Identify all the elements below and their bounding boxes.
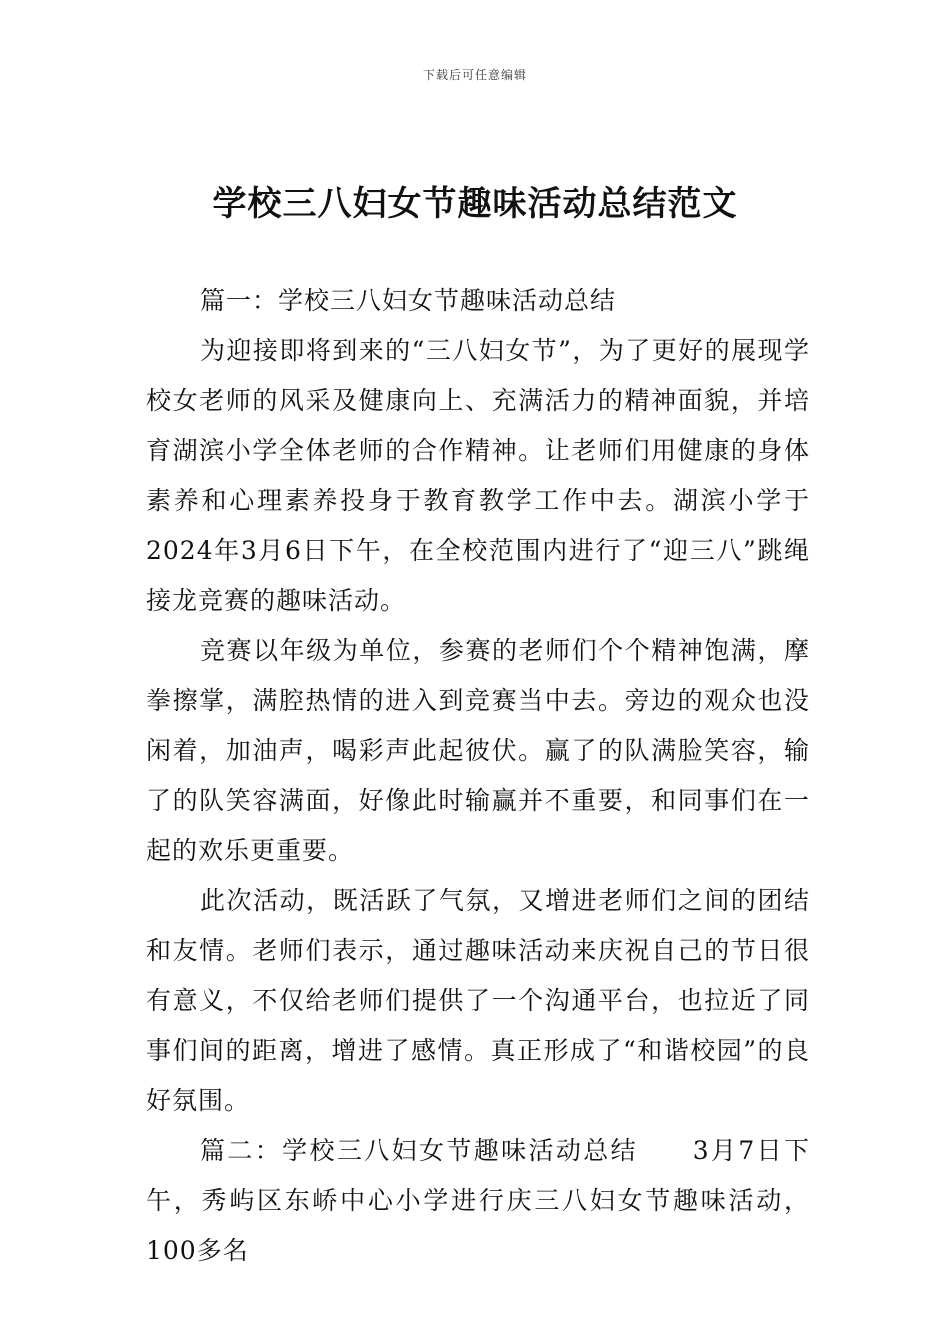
document-body bbox=[146, 276, 810, 1276]
document-title: 学校三八妇女节趣味活动总结范文 bbox=[212, 184, 738, 224]
paragraph-section-heading-1: 篇一：学校三八妇女节趣味活动总结 bbox=[200, 286, 617, 315]
paragraph-1: 为迎接即将到来的“三八妇女节”，为了更好的展现学校女老师的风采及健康向上、充满活力的精神面貌，并培育湖滨小学全体老师的合作精神。让老师们用健康的身体素养和心理素养投身于教育教学工作中去。湖滨小学于2024年3月6日下午，在全校范围内进行了“迎三八”跳绳接龙竞赛的趣味活动。 bbox=[146, 336, 810, 615]
header-note: 下载后可任意编辑 bbox=[422, 68, 527, 82]
paragraph-section-heading-2: 篇二：学校三八妇女节趣味活动总结 3月7日下午，秀屿区东峤中心小学进行庆三八妇女节趣味活动，100多名 bbox=[146, 1136, 810, 1265]
paragraph-3: 此次活动，既活跃了气氛，又增进老师们之间的团结和友情。老师们表示，通过趣味活动来庆祝自己的节日很有意义，不仅给老师们提供了一个沟通平台，也拉近了同事们间的距离，增进了感情。真正形成了“和谐校园”的良好氛围。 bbox=[146, 886, 810, 1115]
paragraph-2: 竞赛以年级为单位，参赛的老师们个个精神饱满，摩拳擦掌，满腔热情的进入到竞赛当中去。旁边的观众也没闲着，加油声，喝彩声此起彼伏。赢了的队满脸笑容，输了的队笑容满面，好像此时输赢并不重要，和同事们在一起的欢乐更重要。 bbox=[146, 636, 810, 865]
